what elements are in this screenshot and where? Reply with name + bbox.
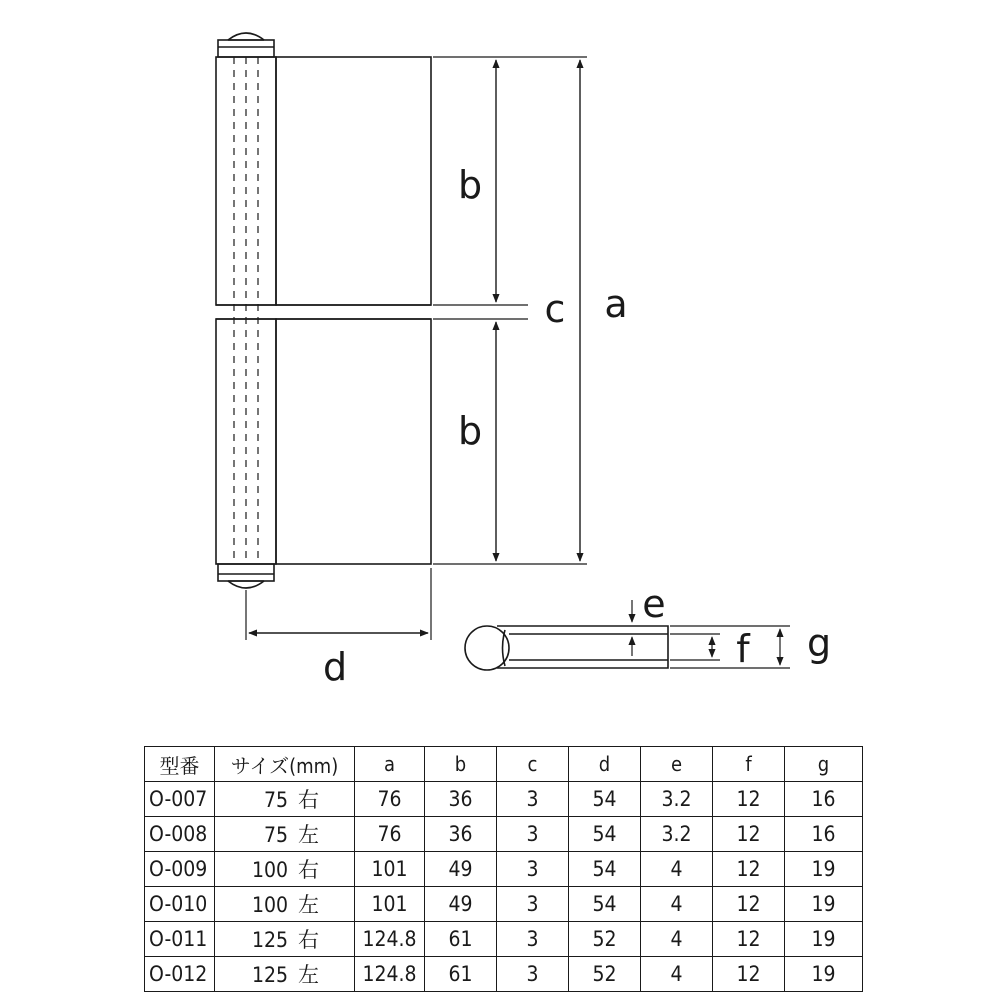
hidden-pin-lines	[234, 57, 258, 564]
cell-size	[215, 922, 355, 957]
leaf-inner	[509, 634, 668, 660]
hinge-front-view	[216, 33, 431, 588]
cell-e: 4	[641, 887, 713, 922]
cell-c: 3	[497, 817, 569, 852]
cell-g: 16	[785, 782, 863, 817]
size-value: 75	[263, 823, 288, 847]
header-model: 型番	[145, 747, 215, 782]
cell-c: 3	[497, 922, 569, 957]
cell-g: 19	[785, 922, 863, 957]
cell-b: 36	[425, 782, 497, 817]
cell-f: 12	[713, 852, 785, 887]
cell-f: 12	[713, 887, 785, 922]
table-row	[145, 817, 863, 852]
spec-table	[144, 746, 863, 992]
label-b-upper: b	[457, 163, 483, 207]
size-value: 125	[251, 928, 288, 952]
extension-lines	[246, 57, 587, 640]
cell-size	[215, 852, 355, 887]
table-row	[145, 852, 863, 887]
cell-d: 54	[569, 852, 641, 887]
cell-g: 19	[785, 957, 863, 992]
cell-size	[215, 957, 355, 992]
table-row	[145, 922, 863, 957]
cell-model: O-011	[145, 922, 215, 957]
lower-leaf	[276, 319, 431, 564]
cell-f: 12	[713, 957, 785, 992]
cell-a: 76	[355, 817, 425, 852]
header-b: b	[425, 747, 497, 782]
size-direction: 右	[298, 858, 319, 882]
cell-size	[215, 887, 355, 922]
cell-d: 52	[569, 957, 641, 992]
cell-a: 76	[355, 782, 425, 817]
cell-g: 19	[785, 887, 863, 922]
label-b-lower: b	[457, 409, 483, 453]
cell-b: 61	[425, 922, 497, 957]
cell-model: O-007	[145, 782, 215, 817]
cell-f: 12	[713, 817, 785, 852]
cell-f: 12	[713, 922, 785, 957]
cell-d: 54	[569, 817, 641, 852]
cell-e: 3.2	[641, 817, 713, 852]
cell-e: 4	[641, 922, 713, 957]
cell-b: 49	[425, 852, 497, 887]
header-e: e	[641, 747, 713, 782]
table-row	[145, 782, 863, 817]
header-size: サイズ(mm)	[215, 747, 355, 782]
cell-size	[215, 817, 355, 852]
size-direction: 右	[298, 788, 319, 812]
top-finial	[228, 33, 264, 40]
cell-b: 36	[425, 817, 497, 852]
upper-leaf	[276, 57, 431, 305]
cell-a: 124.8	[355, 957, 425, 992]
cell-c: 3	[497, 887, 569, 922]
cell-a: 124.8	[355, 922, 425, 957]
bottom-cap	[218, 564, 274, 581]
size-value: 125	[251, 963, 288, 987]
cell-model: O-008	[145, 817, 215, 852]
size-direction: 右	[298, 928, 319, 952]
size-value: 100	[251, 893, 288, 917]
cell-e: 4	[641, 852, 713, 887]
cell-c: 3	[497, 852, 569, 887]
cell-g: 19	[785, 852, 863, 887]
size-direction: 左	[298, 963, 319, 987]
cell-c: 3	[497, 782, 569, 817]
header-g: g	[785, 747, 863, 782]
label-c: c	[544, 287, 566, 331]
cell-size	[215, 782, 355, 817]
table-row	[145, 887, 863, 922]
cell-d: 54	[569, 782, 641, 817]
cell-model: O-012	[145, 957, 215, 992]
cell-c: 3	[497, 957, 569, 992]
label-f: f	[736, 627, 750, 671]
cell-a: 101	[355, 887, 425, 922]
leaf-outer	[497, 626, 668, 668]
cell-b: 61	[425, 957, 497, 992]
hinge-side-view	[465, 626, 668, 670]
size-direction: 左	[298, 893, 319, 917]
cell-a: 101	[355, 852, 425, 887]
header-d: d	[569, 747, 641, 782]
bottom-finial	[228, 581, 264, 588]
header-c: c	[497, 747, 569, 782]
cell-d: 52	[569, 922, 641, 957]
header-a: a	[355, 747, 425, 782]
cell-e: 4	[641, 957, 713, 992]
size-value: 75	[263, 788, 288, 812]
cell-model: O-010	[145, 887, 215, 922]
label-d: d	[322, 645, 348, 689]
cell-b: 49	[425, 887, 497, 922]
table-header-row	[145, 747, 863, 782]
header-f: f	[713, 747, 785, 782]
cell-f: 12	[713, 782, 785, 817]
cell-g: 16	[785, 817, 863, 852]
label-g: g	[806, 621, 832, 665]
size-value: 100	[251, 858, 288, 882]
top-cap	[218, 40, 274, 57]
label-a: a	[604, 282, 628, 326]
cell-model: O-009	[145, 852, 215, 887]
cell-e: 3.2	[641, 782, 713, 817]
dimension-arrows	[249, 60, 580, 633]
label-e: e	[642, 582, 666, 626]
size-direction: 左	[298, 823, 319, 847]
cell-d: 54	[569, 887, 641, 922]
table-row	[145, 957, 863, 992]
